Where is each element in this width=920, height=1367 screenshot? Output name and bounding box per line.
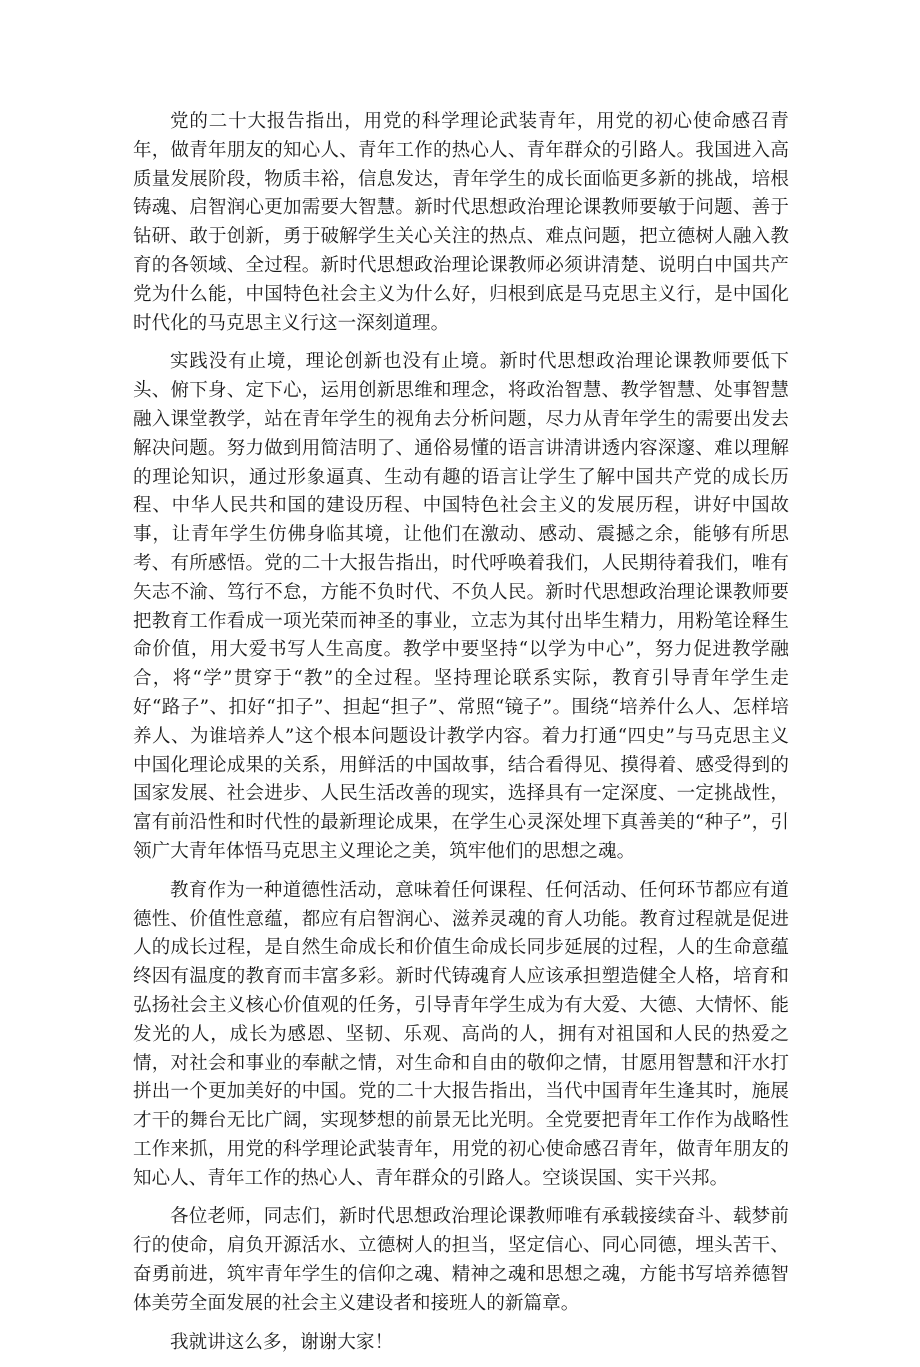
paragraph-closing: 我就讲这么多，谢谢大家！: [170, 1331, 394, 1353]
paragraph-4: 各位老师，同志们，新时代思想政治理论课教师唯有承载接续奋斗、载梦前行的使命，肩负开源活水、立德树人的担当，坚定信心、同心同德，埋头苦干、奋勇前进，筑牢青年学生的信仰之魂、精神之魂和思想之魂，方能书写培养德智体美劳全面发展的社会主义建设者和接班人的新篇章。: [133, 1206, 789, 1314]
paragraph-2: 实践没有止境，理论创新也没有止境。新时代思想政治理论课教师要低下头、俯下身、定下心，运用创新思维和理念，将政治智慧、教学智慧、处事智慧融入课堂教学，站在青年学生的视角去分析问题，尽力从青年学生的需要出发去解决问题。努力做到用简洁明了、通俗易懂的语言讲清讲透内容深邃、难以理解的理论知识，通过形象逼真、生动有趣的语言让学生了解中国共产党的成长历程、中华人民共和国的建设历程、中国特色社会主义的发展历程，讲好中国故事，让青年学生仿佛身临其境，让他们在激动、感动、震撼之余，能够有所思考、有所感悟。党的二十大报告指出，时代呼唤着我们，人民期待着我们，唯有矢志不渝、笃行不怠，方能不负时代、不负人民。新时代思想政治理论课教师要把教育工作看成一项光荣而神圣的事业，立志为其付出毕生精力，用粉笔诠释生命价值，用大爱书写人生高度。教学中要坚持“以学为中心”，努力促进教学融合，将“学”贯穿于“教”的全过程。坚持理论联系实际，教育引导青年学生走好“路子”、扣好“扣子”、担起“担子”、常照“镜子”。围绕“培养什么人、怎样培养人、为谁培养人”这个根本问题设计教学内容。着力打通“四史”与马克思主义中国化理论成果的关系，用鲜活的中国故事，结合看得见、摸得着、感受得到的国家发展、社会进步、人民生活改善的现实，选择具有一定深度、一定挑战性，富有前沿性和时代性的最新理论成果，在学生心灵深处埋下真善美的“种子”，引领广大青年体悟马克思主义理论之美，筑牢他们的思想之魂。: [133, 351, 789, 862]
paragraph-1: 党的二十大报告指出，用党的科学理论武装青年，用党的初心使命感召青年，做青年朋友的知心人、青年工作的热心人、青年群众的引路人。我国进入高质量发展阶段，物质丰裕，信息发达，青年学生的成长面临更多新的挑战，培根铸魂、启智润心更加需要大智慧。新时代思想政治理论课教师要敏于问题、善于钻研、敢于创新，勇于破解学生关心关注的热点、难点问题，把立德树人融入教育的各领域、全过程。新时代思想政治理论课教师必须讲清楚、说明白中国共产党为什么能，中国特色社会主义为什么好，归根到底是马克思主义行，是中国化时代化的马克思主义行这一深刻道理。: [133, 111, 789, 334]
paragraph-3: 教育作为一种道德性活动，意味着任何课程、任何活动、任何环节都应有道德性、价值性意蕴，都应有启智润心、滋养灵魂的育人功能。教育过程就是促进人的成长过程，是自然生命成长和价值生命成长同步延展的过程，人的生命意蕴终因有温度的教育而丰富多彩。新时代铸魂育人应该承担塑造健全人格，培育和弘扬社会主义核心价值观的任务，引导青年学生成为有大爱、大德、大情怀、能发光的人，成长为感恩、坚韧、乐观、高尚的人，拥有对祖国和人民的热爱之情，对社会和事业的奉献之情，对生命和自由的敬仰之情，甘愿用智慧和汗水打拼出一个更加美好的中国。党的二十大报告指出，当代中国青年生逢其时，施展才干的舞台无比广阔，实现梦想的前景无比光明。全党要把青年工作作为战略性工作来抓，用党的科学理论武装青年，用党的初心使命感召青年，做青年朋友的知心人、青年工作的热心人、青年群众的引路人。空谈误国、实干兴邦。: [133, 879, 789, 1189]
document-body: [133, 108, 789, 1367]
